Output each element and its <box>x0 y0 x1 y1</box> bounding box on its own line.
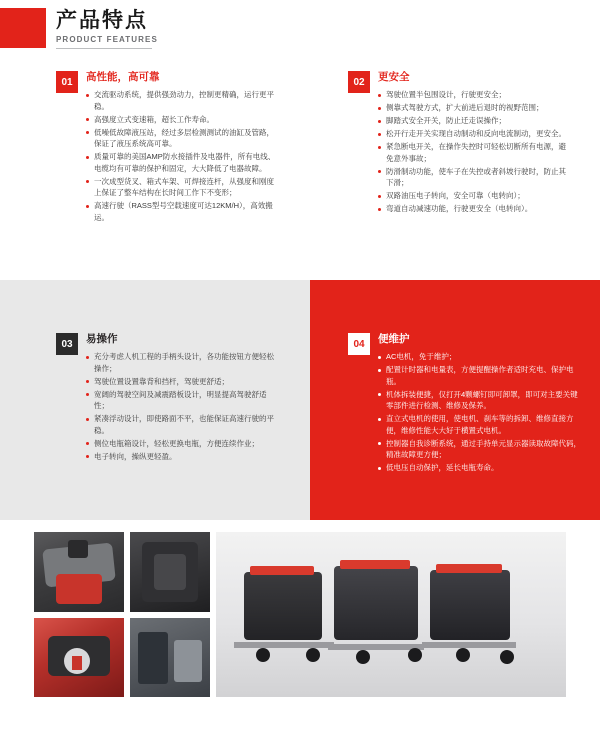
photo-shape <box>234 642 334 648</box>
feature-list-04 <box>378 351 583 474</box>
list-item: 驾驶位置设置靠背和挡杆，驾驶更舒适； <box>86 376 276 388</box>
photo-left-column <box>34 532 124 697</box>
list-item: 侧靠式驾驶方式，扩大前进后退时的视野范围； <box>378 102 568 114</box>
photo-shape <box>356 650 370 664</box>
list-item: 充分考虑人机工程的手柄头设计，各功能按钮方便轻松操作； <box>86 351 276 374</box>
mid-feature-section <box>0 280 600 520</box>
header-accent-bar <box>0 8 46 48</box>
feature-title-01: 高性能，高可靠 <box>86 71 160 83</box>
photo-shape <box>256 648 270 662</box>
photo-strip <box>0 532 600 697</box>
list-item: AC电机，免于维护； <box>378 351 583 363</box>
list-item: 电子转向，操纵更轻盈。 <box>86 451 276 463</box>
top-feature-section <box>0 60 600 280</box>
operator-working-photo <box>130 618 210 697</box>
key-switch-panel-photo <box>34 618 124 697</box>
list-item: 机体拆装便捷，仅打开4颗螺钉即可卸罩，即可对主要关键零部件进行检测、维修及保养。 <box>378 389 583 412</box>
list-item: 控制器自我诊断系统，通过手持单元显示器读取故障代码，精准故障更方便； <box>378 438 583 461</box>
feature-block-03 <box>56 332 276 464</box>
photo-shape <box>174 640 202 682</box>
feature-title-04: 便维护 <box>378 333 410 345</box>
feature-block-04 <box>348 332 583 475</box>
list-item: 交流驱动系统，提供强劲动力，控制更精确，运行更平稳。 <box>86 89 276 112</box>
list-item: 紧急断电开关，在操作失控时可轻松切断所有电源，避免意外事故； <box>378 141 568 164</box>
list-item: 防滑制动功能，使车子在失控或者斜坡行驶时，防止其下滑； <box>378 166 568 189</box>
page-header <box>0 0 600 60</box>
photo-shape <box>138 632 168 684</box>
list-item: 低噪低故障液压站，经过多层检测测试的油缸及管路，保证了液压系统高可靠。 <box>86 127 276 150</box>
photo-shape <box>500 650 514 664</box>
photo-middle-column <box>130 532 210 697</box>
feature-list-02 <box>378 89 568 215</box>
photo-shape <box>340 560 410 569</box>
feature-body-01 <box>86 70 276 225</box>
list-item: 直立式电机的使用，使电机、刹车等的拆卸、维修直接方便，维修性能大大好于横置式电机。 <box>378 413 583 436</box>
list-item: 驾驶位置半包围设计，行驶更安全； <box>378 89 568 101</box>
list-item: 松开行走开关实现自动制动和反向电流制动，更安全。 <box>378 128 568 140</box>
list-item: 宽阔的驾驶空间及减震踏板设计，明显提高驾驶舒适性； <box>86 389 276 412</box>
photo-shape <box>56 574 102 604</box>
list-item: 弯道自动减速功能，行驶更安全（电转向）。 <box>378 203 568 215</box>
feature-list-03 <box>86 351 276 462</box>
feature-badge-03: 03 <box>56 333 78 355</box>
page-title: 产品特点 <box>56 9 148 32</box>
header-text-group <box>56 8 158 44</box>
list-item: 双路油压电子转向，安全可靠（电转向）； <box>378 190 568 202</box>
feature-title-02: 更安全 <box>378 71 410 83</box>
list-item: 侧位电瓶箱设计，轻松更换电瓶，方便连续作业； <box>86 438 276 450</box>
photo-shape <box>68 540 88 558</box>
list-item: 配置计时器和电量表，方便提醒操作者适时充电、保护电瓶。 <box>378 364 583 387</box>
feature-block-02 <box>348 70 568 216</box>
photo-shape <box>306 648 320 662</box>
list-item: 低电压自动保护，延长电瓶寿命。 <box>378 462 583 474</box>
feature-body-04 <box>378 332 583 475</box>
photo-shape <box>154 554 186 590</box>
list-item: 一次成型货叉、箱式车架、可焊接连杆，从强度和刚度上保证了整车结构在长时间工作下不变形； <box>86 176 276 199</box>
pallet-truck-lineup-photo <box>216 532 566 697</box>
feature-block-01 <box>56 70 276 225</box>
page-subtitle: PRODUCT FEATURES <box>56 35 158 44</box>
list-item: 脚踏式安全开关，防止迁走误操作； <box>378 115 568 127</box>
control-handle-photo <box>34 532 124 612</box>
feature-title-03: 易操作 <box>86 333 118 345</box>
feature-badge-04: 04 <box>348 333 370 355</box>
photo-shape <box>72 656 82 670</box>
list-item: 质量可靠的美国AMP防水接插件及电器件，所有电线、电缆均有可靠的保护和固定，大大降低了电器故障。 <box>86 151 276 174</box>
list-item: 高速行驶（RASS型号空载速度可达12KM/H），高效搬运。 <box>86 200 276 223</box>
feature-badge-02: 02 <box>348 71 370 93</box>
photo-shape <box>408 648 422 662</box>
photo-shape <box>456 648 470 662</box>
list-item: 紧凑浮动设计，即使路面不平，也能保证高速行驶的平稳。 <box>86 413 276 436</box>
feature-body-03 <box>86 332 276 464</box>
photo-shape <box>334 566 418 640</box>
photo-shape <box>436 564 502 573</box>
operator-backrest-photo <box>130 532 210 612</box>
photo-shape <box>422 642 516 648</box>
feature-list-01 <box>86 89 276 223</box>
photo-shape <box>250 566 314 575</box>
feature-badge-01: 01 <box>56 71 78 93</box>
photo-shape <box>244 572 322 640</box>
list-item: 高强度立式变速箱，超长工作寿命。 <box>86 114 276 126</box>
feature-body-02 <box>378 70 568 216</box>
header-divider <box>56 48 152 49</box>
photo-shape <box>430 570 510 640</box>
